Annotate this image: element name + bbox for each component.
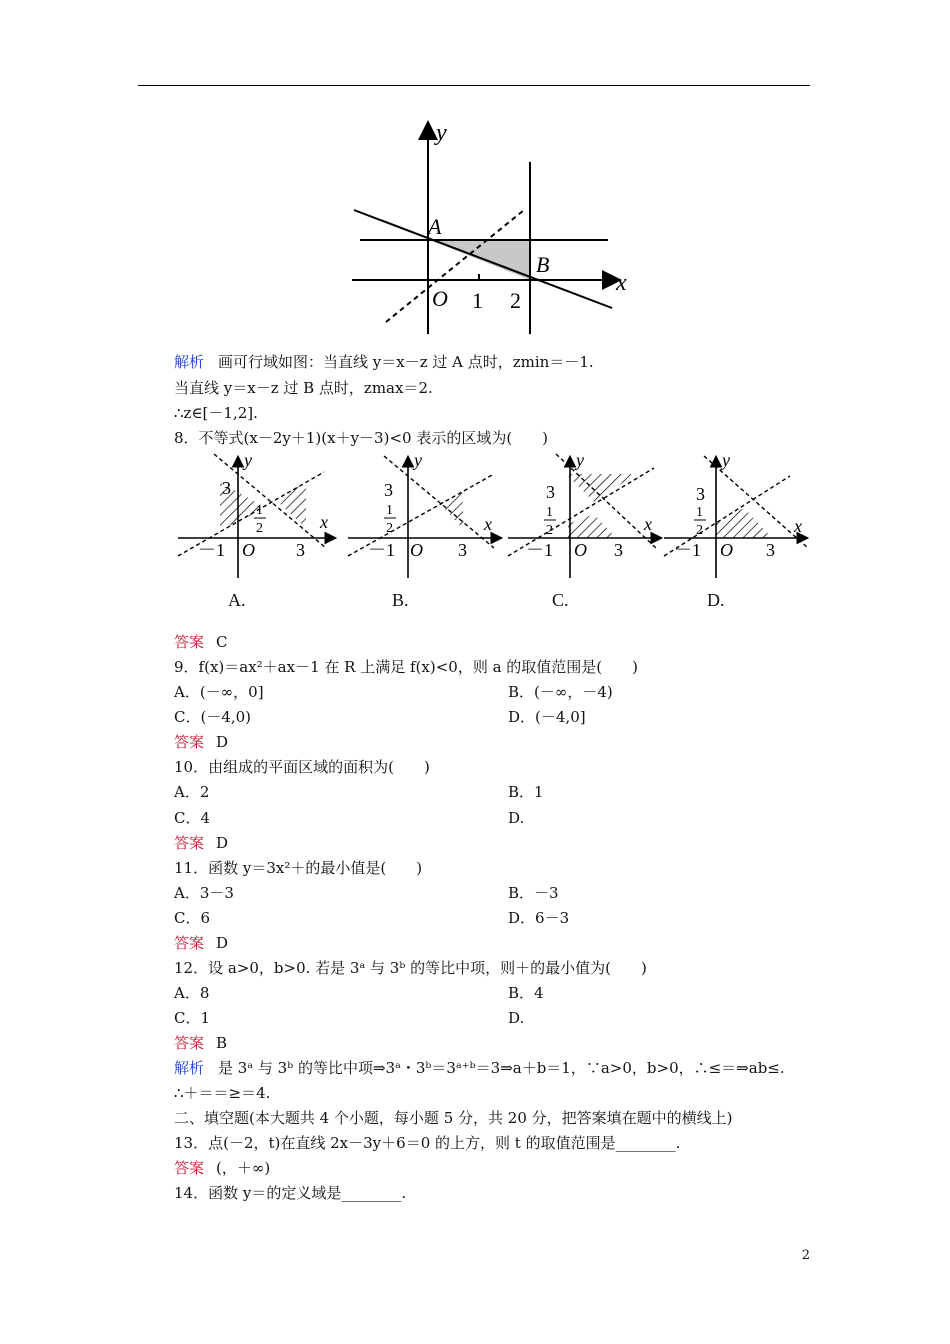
feasible-region-figure [340,112,640,342]
svg-text:y: y [576,452,584,470]
label-y: y [436,120,447,146]
q11-option-B[interactable]: B．－3 [508,884,559,902]
q8-answer: 答案 C [174,633,228,651]
q9-answer: 答案 D [174,733,229,751]
q11-option-D[interactable]: D．6－3 [508,909,570,927]
q13-stem: 13．点(－2，t)在直线 2x－3y＋6＝0 的上方，则 t 的取值范围是________. [174,1134,681,1152]
svg-text:O: O [720,540,733,560]
q8-choice-D[interactable]: D. [707,590,725,610]
svg-text:x: x [644,514,652,534]
label-x: x [616,270,627,296]
svg-text:3: 3 [458,540,467,560]
q12-option-D[interactable]: D. [508,1009,525,1027]
q12-solution-line1: 解析 是 3ᵃ 与 3ᵇ 的等比中项⇒3ᵃ・3ᵇ＝3ᵃ⁺ᵇ＝3⇒a＋b＝1，∵a>0，b>0，∴≤＝⇒ab≤. [174,1059,785,1077]
svg-text:3: 3 [696,484,705,504]
svg-text:2: 2 [696,523,703,538]
q9-option-D[interactable]: D．(－4,0] [508,708,586,726]
svg-text:x: x [320,512,328,532]
svg-text:3: 3 [296,540,305,560]
q12-option-C[interactable]: C．1 [174,1009,211,1027]
q8-figure-D [660,452,824,582]
q8-figure-A [174,452,338,582]
q12-answer: 答案 B [174,1034,228,1052]
solution-tag: 解析 [174,353,205,371]
q9-option-A[interactable]: A．(－∞，0] [174,683,264,701]
solution7-line1: 解析 画可行域如图：当直线 y＝x－z 过 A 点时，zmin＝－1. [174,353,594,371]
solution7-line2: 当直线 y＝x－z 过 B 点时，zmax＝2. [174,379,433,397]
q8-figure-C [504,452,668,582]
label-2: 2 [510,288,521,313]
q8-figure-B [344,452,508,582]
q8-choice-A[interactable]: A. [228,590,246,610]
label-A: A [428,214,442,239]
q12-option-B[interactable]: B．4 [508,984,544,1002]
label-O: O [432,286,448,311]
svg-text:O: O [410,540,423,560]
svg-text:2: 2 [546,523,553,538]
svg-text:O: O [574,540,587,560]
svg-text:1: 1 [386,503,393,518]
label-B: B [536,252,550,277]
svg-text:x: x [794,516,802,536]
q8-choice-B[interactable]: B. [392,590,409,610]
svg-text:－1: －1 [198,540,225,560]
q12-solution-line2: ∴＋＝＝≥＝4. [174,1084,271,1102]
q12-stem: 12．设 a>0，b>0. 若是 3ᵃ 与 3ᵇ 的等比中项，则＋的最小值为( ) [174,959,647,977]
q13-answer: 答案 (，＋∞) [174,1159,271,1177]
svg-text:1: 1 [696,505,703,520]
svg-text:－1: －1 [674,540,701,560]
header-rule [138,85,810,86]
q10-option-D[interactable]: D. [508,809,525,827]
q10-option-A[interactable]: A．2 [174,783,210,801]
svg-text:y: y [722,452,730,470]
q10-option-B[interactable]: B．1 [508,783,544,801]
q9-option-B[interactable]: B．(－∞，－4) [508,683,613,701]
svg-text:1: 1 [546,505,553,520]
boundary-line [354,210,612,308]
svg-text:2: 2 [386,521,393,536]
svg-text:3: 3 [766,540,775,560]
svg-text:x: x [484,514,492,534]
section-heading: 二、填空题(本大题共 4 个小题，每小题 5 分，共 20 分，把答案填在题中的横线上) [174,1109,733,1127]
label-1: 1 [472,288,483,313]
q11-option-A[interactable]: A．3－3 [174,884,234,902]
svg-text:3: 3 [222,478,231,498]
svg-text:3: 3 [384,480,393,500]
solution7-line3: ∴z∈[－1,2]. [174,404,258,422]
q11-stem: 11．函数 y＝3x²＋的最小值是( ) [174,859,423,877]
q9-stem: 9．f(x)＝ax²＋ax－1 在 R 上满足 f(x)<0，则 a 的取值范围是( ) [174,658,638,676]
q8-choice-C[interactable]: C. [552,590,569,610]
svg-text:2: 2 [256,521,263,536]
q14-stem: 14．函数 y＝的定义域是________. [174,1184,407,1202]
q9-option-C[interactable]: C．(－4,0) [174,708,252,726]
q12-option-A[interactable]: A．8 [174,984,210,1002]
svg-text:1: 1 [256,503,263,518]
svg-text:－1: －1 [526,540,553,560]
svg-text:－1: －1 [368,540,395,560]
page-number: 2 [801,1248,810,1263]
q10-option-C[interactable]: C．4 [174,809,211,827]
q11-answer: 答案 D [174,934,229,952]
q10-answer: 答案 D [174,834,229,852]
svg-text:y: y [414,452,422,470]
q8-stem: 8．不等式(x－2y＋1)(x＋y－3)<0 表示的区域为( ) [174,429,549,447]
svg-text:y: y [244,452,252,470]
svg-text:3: 3 [614,540,623,560]
q11-option-C[interactable]: C．6 [174,909,211,927]
svg-text:O: O [242,540,255,560]
q10-stem: 10．由组成的平面区域的面积为( ) [174,758,430,776]
svg-text:3: 3 [546,482,555,502]
